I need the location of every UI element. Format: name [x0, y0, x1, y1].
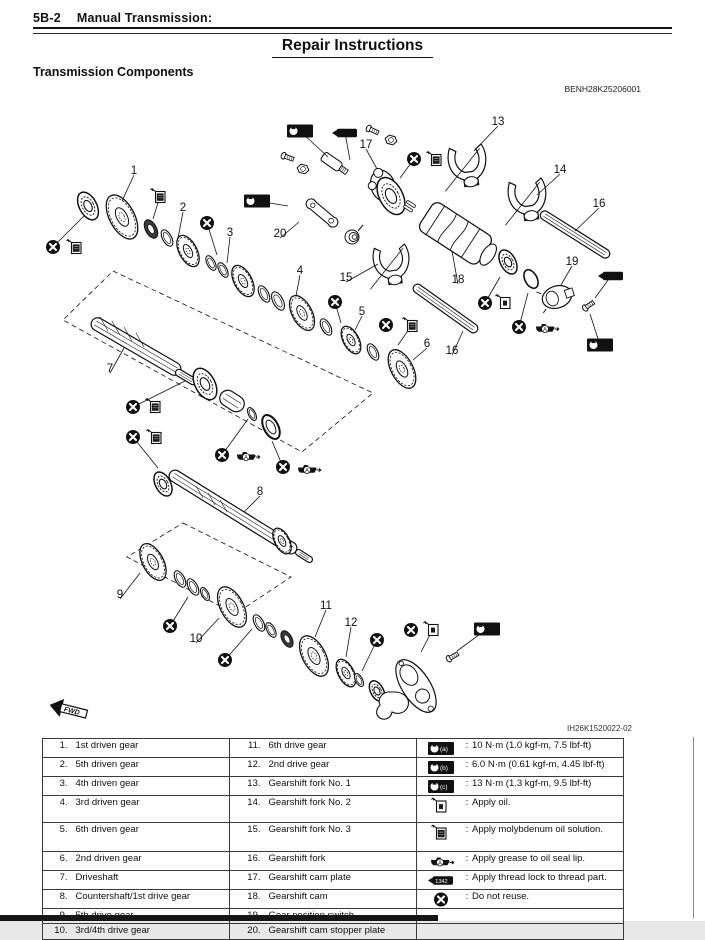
table-row: [43, 924, 624, 940]
part-no: 14.: [230, 796, 266, 823]
svg-text:(a): (a): [440, 746, 448, 754]
svg-text:A: A: [304, 467, 309, 475]
moly-icon: [147, 430, 162, 444]
torque-icon: [421, 759, 461, 776]
legend-text: 6.0 N·m (0.61 kgf-m, 4.45 lbf-ft): [472, 759, 605, 770]
donotreuse-icon: [421, 891, 461, 908]
scan-artifact-edge: [693, 737, 694, 918]
legend-row: [420, 824, 620, 841]
callout-8: 8: [256, 486, 264, 498]
legend-row: [420, 759, 620, 776]
legend-cell: [417, 777, 624, 796]
legend-text: 10 N·m (1.0 kgf-m, 7.5 lbf-ft): [472, 740, 592, 751]
threadlock-icon: [332, 129, 357, 138]
part-name: 6th drive gear: [266, 739, 417, 758]
legend-colon: :: [465, 797, 469, 808]
legend-row: [420, 891, 620, 908]
part-name: Gearshift fork No. 3: [266, 823, 417, 852]
diagram-art: [46, 116, 623, 722]
callout-leader: [315, 610, 326, 637]
legend-text: Apply oil.: [472, 797, 511, 808]
spacer-shape: [217, 387, 248, 415]
part-name: Countershaft/1st drive gear: [73, 890, 230, 909]
part-no: 12.: [230, 758, 266, 777]
part-name: Gearshift fork: [266, 852, 417, 871]
doc-title: Repair Instructions: [0, 37, 705, 58]
section-subtitle: Transmission Components: [33, 65, 194, 79]
spring-shape: [345, 225, 363, 244]
bolt-shape: [445, 651, 459, 663]
donotreuse-icon: [379, 318, 393, 332]
ring-shape: [172, 569, 188, 589]
part-no: 13.: [230, 777, 266, 796]
part-no: 11.: [230, 739, 266, 758]
callout-16: 16: [445, 345, 459, 357]
oil-seal-shape: [259, 412, 284, 442]
legend-row: [420, 778, 620, 795]
legend-cell: [417, 924, 624, 940]
moly-icon: [403, 318, 418, 332]
stopper-plate-shape: [304, 197, 340, 229]
svg-text:1342: 1342: [605, 274, 618, 281]
donotreuse-icon: [126, 430, 140, 444]
part-no: 2.: [43, 758, 73, 777]
table-row: [43, 823, 624, 852]
parts-table: [42, 738, 624, 940]
ring-shape: [264, 621, 279, 639]
legend-colon: :: [465, 778, 469, 789]
gear-2-shape: [172, 232, 204, 270]
svg-text:A: A: [243, 454, 248, 462]
donotreuse-icon: [328, 295, 342, 309]
donotreuse-icon: [276, 460, 290, 474]
gear-3-shape: [227, 262, 259, 300]
ring-shape: [251, 613, 267, 633]
nut-shape: [384, 134, 398, 145]
bolt-shape: [581, 299, 595, 312]
ring-shape: [269, 290, 287, 312]
donotreuse-icon: [512, 320, 526, 334]
gear-4-shape: [284, 292, 319, 335]
callout-leader: [227, 237, 230, 263]
part-name: 3rd driven gear: [73, 796, 230, 823]
legend-text: 13 N·m (1.3 kgf-m, 9.5 lbf-ft): [472, 778, 592, 789]
shaft-shape: [294, 548, 313, 563]
grease-icon: [298, 465, 321, 474]
callout-15: 15: [339, 272, 353, 284]
fork-shaft-shape: [539, 209, 612, 260]
part-no: 4.: [43, 796, 73, 823]
figure-code: IH26K1520022-02: [567, 724, 632, 733]
detent-bolt-shape: [320, 152, 349, 177]
callout-16: 16: [592, 198, 606, 210]
subassembly-outline: [63, 271, 373, 452]
grease-icon: [536, 324, 559, 333]
part-name: Gearshift cam plate: [266, 871, 417, 890]
legend-colon: :: [465, 872, 469, 883]
bearing-shape: [495, 247, 521, 277]
part-no: 17.: [230, 871, 266, 890]
part-name: 5th driven gear: [73, 758, 230, 777]
fwd-arrow: [49, 697, 89, 721]
part-no: 8.: [43, 890, 73, 909]
legend-colon: :: [465, 891, 469, 902]
part-name: 3rd/4th drive gear: [73, 924, 230, 940]
donotreuse-icon: [126, 400, 140, 414]
legend-cell: [417, 871, 624, 890]
callout-10: 10: [189, 633, 203, 645]
moly-icon: [67, 240, 82, 254]
legend-cell: [417, 852, 624, 871]
bushing-shape: [278, 629, 295, 650]
part-no: 5.: [43, 823, 73, 852]
page-header: [33, 11, 212, 25]
ring-shape: [204, 254, 219, 272]
svg-text:A: A: [437, 859, 442, 867]
oil-icon: [496, 295, 511, 309]
moly-icon: [146, 399, 161, 413]
torque-icon: [244, 195, 270, 208]
fwd-label: FWD: [63, 706, 81, 717]
svg-text:1342: 1342: [339, 131, 352, 138]
gearshift-cam-shape: [417, 200, 503, 272]
part-name: Driveshaft: [73, 871, 230, 890]
table-row: [43, 871, 624, 890]
svg-text:(b): (b): [440, 765, 448, 773]
exploded-diagram: [0, 100, 705, 740]
legend-row: [420, 797, 620, 814]
part-name: Gearshift fork No. 2: [266, 796, 417, 823]
callout-3: 3: [226, 227, 234, 239]
part-no: 6.: [43, 852, 73, 871]
svg-text:A: A: [542, 326, 547, 334]
donotreuse-icon: [218, 653, 232, 667]
legend-cell: [417, 890, 624, 909]
threadlock-icon: [421, 872, 461, 889]
donotreuse-icon: [163, 619, 177, 633]
callout-11: 11: [320, 600, 332, 612]
part-no: 18.: [230, 890, 266, 909]
table-row: [43, 796, 624, 823]
legend-cell: [417, 796, 624, 823]
callout-13: 13: [491, 116, 505, 128]
gear-position-switch-shape: [536, 281, 576, 313]
section-title: Manual Transmission:: [76, 11, 213, 25]
legend-row: [420, 740, 620, 757]
part-name: 2nd drive gear: [266, 758, 417, 777]
legend-row: [420, 872, 620, 889]
donotreuse-icon: [370, 633, 384, 647]
callout-4: 4: [296, 265, 304, 277]
scan-artifact-bar: [0, 915, 438, 921]
part-no: 3.: [43, 777, 73, 796]
fork-shaft-shape: [411, 282, 479, 334]
callout-leader: [178, 212, 183, 238]
callout-leader: [575, 208, 599, 231]
ring-shape: [256, 284, 272, 304]
bushing-shape: [141, 218, 160, 241]
threadlock-icon: [598, 272, 623, 281]
callout-20: 20: [273, 228, 287, 240]
donotreuse-icon: [478, 296, 492, 310]
ring-shape: [318, 317, 334, 337]
oil-icon: [421, 797, 461, 814]
table-row: [43, 739, 624, 758]
table-row: [43, 758, 624, 777]
gear-5-shape: [337, 323, 365, 357]
header-rule: [33, 27, 672, 34]
gear-11-shape: [294, 631, 335, 681]
torque-icon: [287, 125, 313, 138]
callout-14: 14: [553, 164, 567, 176]
table-row: [43, 852, 624, 871]
legend-cell: [417, 739, 624, 758]
callout-leader: [296, 275, 300, 296]
part-no: 20.: [230, 924, 266, 940]
ring-shape: [365, 342, 381, 362]
legend-cell: [417, 909, 624, 924]
bearing-shape: [73, 189, 102, 224]
torque-icon: [587, 339, 613, 352]
callout-6: 6: [423, 338, 431, 350]
legend-colon: :: [465, 740, 469, 751]
nut-shape: [296, 164, 309, 175]
legend-row: [420, 853, 620, 870]
ring-shape: [216, 261, 231, 279]
part-no: 1.: [43, 739, 73, 758]
legend-colon: :: [465, 759, 469, 770]
part-name: 4th driven gear: [73, 777, 230, 796]
part-name: 1st driven gear: [73, 739, 230, 758]
callout-leader: [346, 627, 351, 657]
table-row: [43, 890, 624, 909]
callout-9: 9: [116, 589, 124, 601]
torque-icon: [421, 778, 461, 795]
gear-6-shape: [382, 345, 421, 392]
gearshift-fork-shape: [439, 144, 489, 192]
part-name: Gearshift cam: [266, 890, 417, 909]
bolt-shape: [365, 124, 379, 136]
part-no: 16.: [230, 852, 266, 871]
callout-leader: [561, 266, 572, 285]
legend-text: Apply grease to oil seal lip.: [472, 853, 586, 864]
oil-icon: [424, 622, 439, 636]
svg-text:(b): (b): [599, 342, 607, 350]
part-no: 7.: [43, 871, 73, 890]
moly-icon: [421, 824, 461, 841]
grease-icon: [421, 853, 461, 870]
callout-leader: [474, 126, 498, 151]
legend-text: Do not reuse.: [472, 891, 530, 902]
callout-leader: [122, 175, 134, 201]
callout-12: 12: [344, 617, 358, 629]
callout-18: 18: [451, 274, 465, 286]
table-row: [43, 777, 624, 796]
yoke-shape: [377, 692, 409, 719]
part-no: 15.: [230, 823, 266, 852]
svg-text:(a): (a): [486, 626, 494, 634]
callout-19: 19: [565, 256, 579, 268]
torque-icon: [421, 740, 461, 757]
moly-icon: [427, 152, 442, 166]
ring-shape: [185, 577, 201, 597]
legend-colon: :: [465, 853, 469, 864]
legend-cell: [417, 823, 624, 852]
callout-7: 7: [106, 363, 114, 375]
gearshift-fork-shape: [365, 244, 413, 289]
callout-leader: [355, 316, 362, 330]
grease-icon: [237, 452, 260, 461]
page-code: 5B-2: [33, 11, 61, 25]
part-name: 2nd driven gear: [73, 852, 230, 871]
svg-text:1342: 1342: [435, 878, 448, 885]
donotreuse-icon: [46, 240, 60, 254]
torque-icon: [474, 623, 500, 636]
reference-code: BENH28K25206001: [564, 84, 641, 94]
part-no: 10.: [43, 924, 73, 940]
part-name: Gearshift cam stopper plate: [266, 924, 417, 940]
callout-leader: [244, 496, 260, 512]
bolt-shape: [280, 152, 294, 163]
svg-text:(c): (c): [440, 784, 448, 792]
donotreuse-icon: [404, 623, 418, 637]
legend-text: Apply thread lock to thread part.: [472, 872, 607, 883]
ring-shape: [199, 586, 212, 602]
callout-leader: [366, 149, 377, 169]
donotreuse-icon: [215, 448, 229, 462]
moly-icon: [151, 189, 166, 203]
svg-text:(c): (c): [299, 128, 307, 136]
legend-colon: :: [465, 824, 469, 835]
legend-text: Apply molybdenum oil solution.: [472, 824, 603, 835]
donotreuse-icon: [407, 152, 421, 166]
callout-1: 1: [130, 165, 138, 177]
part-name: Gearshift fork No. 1: [266, 777, 417, 796]
driveshaft-shape: [89, 315, 184, 377]
gear-1-shape: [100, 190, 145, 244]
ring-shape: [159, 228, 175, 248]
svg-text:(a): (a): [256, 198, 264, 206]
legend-cell: [417, 758, 624, 777]
part-name: 6th driven gear: [73, 823, 230, 852]
callout-2: 2: [179, 202, 187, 214]
gear-12-shape: [332, 656, 360, 690]
callout-5: 5: [358, 306, 366, 318]
callout-17: 17: [359, 139, 373, 151]
o-ring-shape: [521, 267, 541, 290]
donotreuse-icon: [200, 216, 214, 230]
